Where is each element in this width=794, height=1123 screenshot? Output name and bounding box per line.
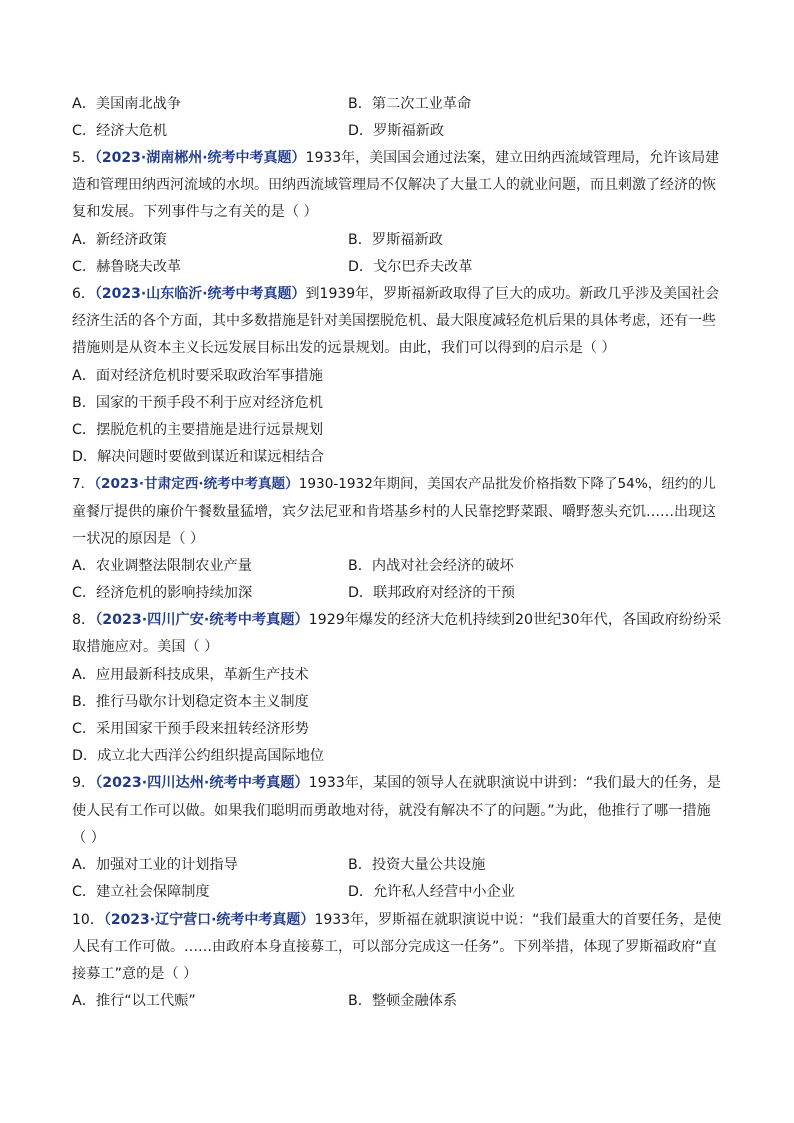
- q6-source: （2023·山东临沂·统考中考真题）: [94, 286, 306, 302]
- q4-option-c: C．经济大危机: [72, 123, 168, 139]
- q5-source: （2023·湖南郴州·统考中考真题）: [94, 150, 306, 166]
- q10-stem-line-3: 接募工”意的是（ ）: [72, 966, 198, 982]
- q8-option-a: A．应用最新科技成果，革新生产技术: [72, 667, 309, 683]
- q7-stem-line-1: [72, 474, 716, 494]
- q8-stem-line-2: 取措施应对。美国（ ）: [72, 639, 219, 655]
- q9-source: （2023·四川达州·统考中考真题）: [95, 775, 309, 791]
- q8-number: 8．: [72, 612, 96, 628]
- q7-source: （2023·甘肃定西·统考中考真题）: [94, 476, 299, 492]
- q8-option-c: C．采用国家干预手段来扭转经济形势: [72, 721, 309, 737]
- q7-option-b: B．内战对社会经济的破坏: [348, 558, 514, 574]
- q8-stem-line-1: [72, 610, 721, 630]
- q5-option-c: C．赫鲁晓夫改革: [72, 259, 182, 275]
- q9-stem-line-1: [72, 773, 721, 793]
- q9-option-a: A．加强对工业的计划指导: [72, 857, 238, 873]
- q5-stem-line-2: 造和管理田纳西河流域的水坝。田纳西流域管理局不仅解决了大量工人的就业问题，而且刺激了经济的恢: [72, 177, 716, 193]
- q6-number: 6．: [72, 286, 95, 302]
- q6-option-b: B．国家的干预手段不利于应对经济危机: [72, 395, 323, 411]
- q5-stem-line-1: [72, 148, 719, 168]
- q7-option-a: A．农业调整法限制农业产量: [72, 558, 252, 574]
- q9-option-c: C．建立社会保障制度: [72, 884, 210, 900]
- q7-stem-line-3: 一状况的原因是（ ）: [72, 531, 205, 547]
- q10-option-a: A．推行“以工代赈”: [72, 993, 196, 1009]
- q5-stem-line-3: 复和发展。下列事件与之有关的是（ ）: [72, 204, 318, 220]
- q8-source: （2023·四川广安·统考中考真题）: [95, 612, 309, 628]
- q5-option-d: D．戈尔巴乔夫改革: [348, 259, 473, 275]
- q6-stem-line-1: [72, 284, 719, 304]
- q5-number: 5．: [72, 150, 95, 166]
- q4-option-d: D．罗斯福新政: [348, 123, 445, 139]
- q6-stem-line-2: 经济生活的各个方面，其中多数措施是针对美国摆脱危机、最大限度减轻危机后果的具体考虑，还有一些: [72, 313, 716, 329]
- q7-number: 7．: [72, 476, 95, 492]
- q5-option-a: A．新经济政策: [72, 232, 167, 248]
- q9-number: 9．: [72, 775, 96, 791]
- q6-option-a: A．面对经济危机时要采取政治军事措施: [72, 368, 323, 384]
- q9-stem-line-2: 使人民有工作可以做。如果我们聪明而勇敢地对待，就没有解决不了的问题。”为此，他推行了哪一措施: [72, 803, 711, 819]
- q4-option-b: B．第二次工业革命: [348, 96, 472, 112]
- q10-stem-line-1: [72, 910, 721, 930]
- q8-option-b: B．推行马歇尔计划稳定资本主义制度: [72, 694, 309, 710]
- q10-text-1: 1933年，罗斯福在就职演说中说：“我们最重大的首要任务，是使: [314, 912, 722, 928]
- q7-text-1: 1930-1932年期间，美国农产品批发价格指数下降了54%，纽约的儿: [298, 476, 716, 492]
- q10-source: （2023·辽宁营口·统考中考真题）: [103, 912, 315, 928]
- q9-text-1: 1933年，某国的领导人在就职演说中讲到：“我们最大的任务，是: [308, 775, 721, 791]
- q10-option-b: B．整顿金融体系: [348, 993, 458, 1009]
- q10-number: 10．: [72, 912, 104, 928]
- q9-option-b: B．投资大量公共设施: [348, 857, 486, 873]
- q10-stem-line-2: 人民有工作可做。……由政府本身直接募工，可以部分完成这一任务”。下列举措，体现了罗斯福政府“直: [72, 939, 717, 955]
- q6-stem-line-3: 措施则是从资本主义长远发展目标出发的远景规划。由此，我们可以得到的启示是（ ）: [72, 340, 616, 356]
- q9-option-d: D．允许私人经营中小企业: [348, 884, 515, 900]
- q7-option-d: D．联邦政府对经济的干预: [348, 585, 515, 601]
- q6-option-c: C．摆脱危机的主要措施是进行远景规划: [72, 422, 324, 438]
- q7-stem-line-2: 童餐厅提供的廉价午餐数量猛增，宾夕法尼亚和肯塔基乡村的人民靠挖野菜跟、嚼野葱头充饥……出现这: [72, 504, 716, 520]
- q6-text-1: 到1939年，罗斯福新政取得了巨大的成功。新政几乎涉及美国社会: [305, 286, 720, 302]
- q4-option-a: A．美国南北战争: [72, 96, 182, 112]
- q8-option-d: D．成立北大西洋公约组织提高国际地位: [72, 748, 325, 764]
- q7-option-c: C．经济危机的影响持续加深: [72, 585, 253, 601]
- q5-text-1: 1933年，美国国会通过法案，建立田纳西流域管理局，允许该局建: [305, 150, 720, 166]
- q8-text-1: 1929年爆发的经济大危机持续到20世纪30年代，各国政府纷纷采: [308, 612, 722, 628]
- q6-option-d: D．解决问题时要做到谋近和谋远相结合: [72, 449, 325, 465]
- q9-stem-line-3: （ ）: [72, 830, 105, 846]
- q5-option-b: B．罗斯福新政: [348, 232, 443, 248]
